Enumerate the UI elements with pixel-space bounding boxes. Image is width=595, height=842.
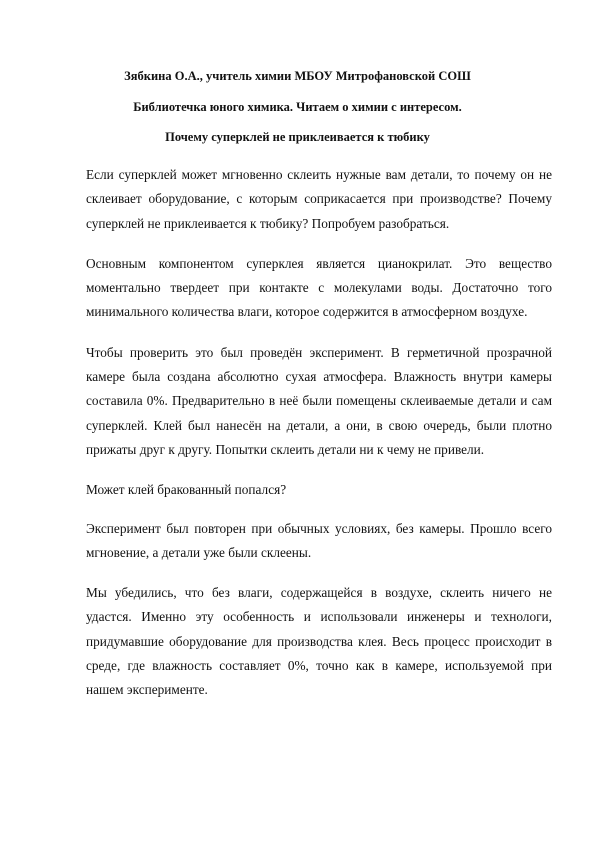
paragraph-intro: Если суперклей может мгновенно склеить нужные вам детали, то почему он не склеивает оборудование, с которым соприкасается при производстве? Почему суперклей не приклеивается к тюбику? Попробуем разобраться.: [86, 167, 552, 231]
article-body: [86, 163, 552, 719]
paragraph-repeat: Эксперимент был повторен при обычных условиях, без камеры. Прошло всего мгновение, а детали уже были склеены.: [86, 520, 552, 560]
paragraph-conclusion: Мы убедились, что без влаги, содержащейся в воздухе, склеить ничего не удастся. Именно эту особенность и использовали инженеры и технологи, придумавшие оборудование для производства клея. Весь процесс происходит в среде, где влажность составляет 0%, точно как в камере, используемой при нашем эксперименте.: [86, 585, 552, 698]
article-title: Почему суперклей не приклеивается к тюбику: [165, 130, 430, 144]
paragraph-experiment: Чтобы проверить это был проведён эксперимент. В герметичной прозрачной камере была создана абсолютно сухая атмосфера. Влажность внутри камеры составила 0%. Предварительно в неё были помещены склеиваемые детали и сам суперклей. Клей был нанесён на детали, а они, в свою очередь, были плотно прижаты друг к другу. Попытки склеить детали ни к чему не привели.: [86, 344, 552, 457]
author-line: Зябкина О.А., учитель химии МБОУ Митрофановской СОШ: [124, 69, 471, 83]
paragraph-question: Может клей бракованный попался?: [86, 482, 287, 498]
series-line: Библиотечка юного химика. Читаем о химии с интересом.: [133, 100, 462, 114]
paragraph-component: Основным компонентом суперклея является цианокрилат. Это вещество моментально твердеет при контакте с молекулами воды. Достаточно того минимального количества влаги, которое содержится в атмосферном воздухе.: [86, 255, 552, 320]
